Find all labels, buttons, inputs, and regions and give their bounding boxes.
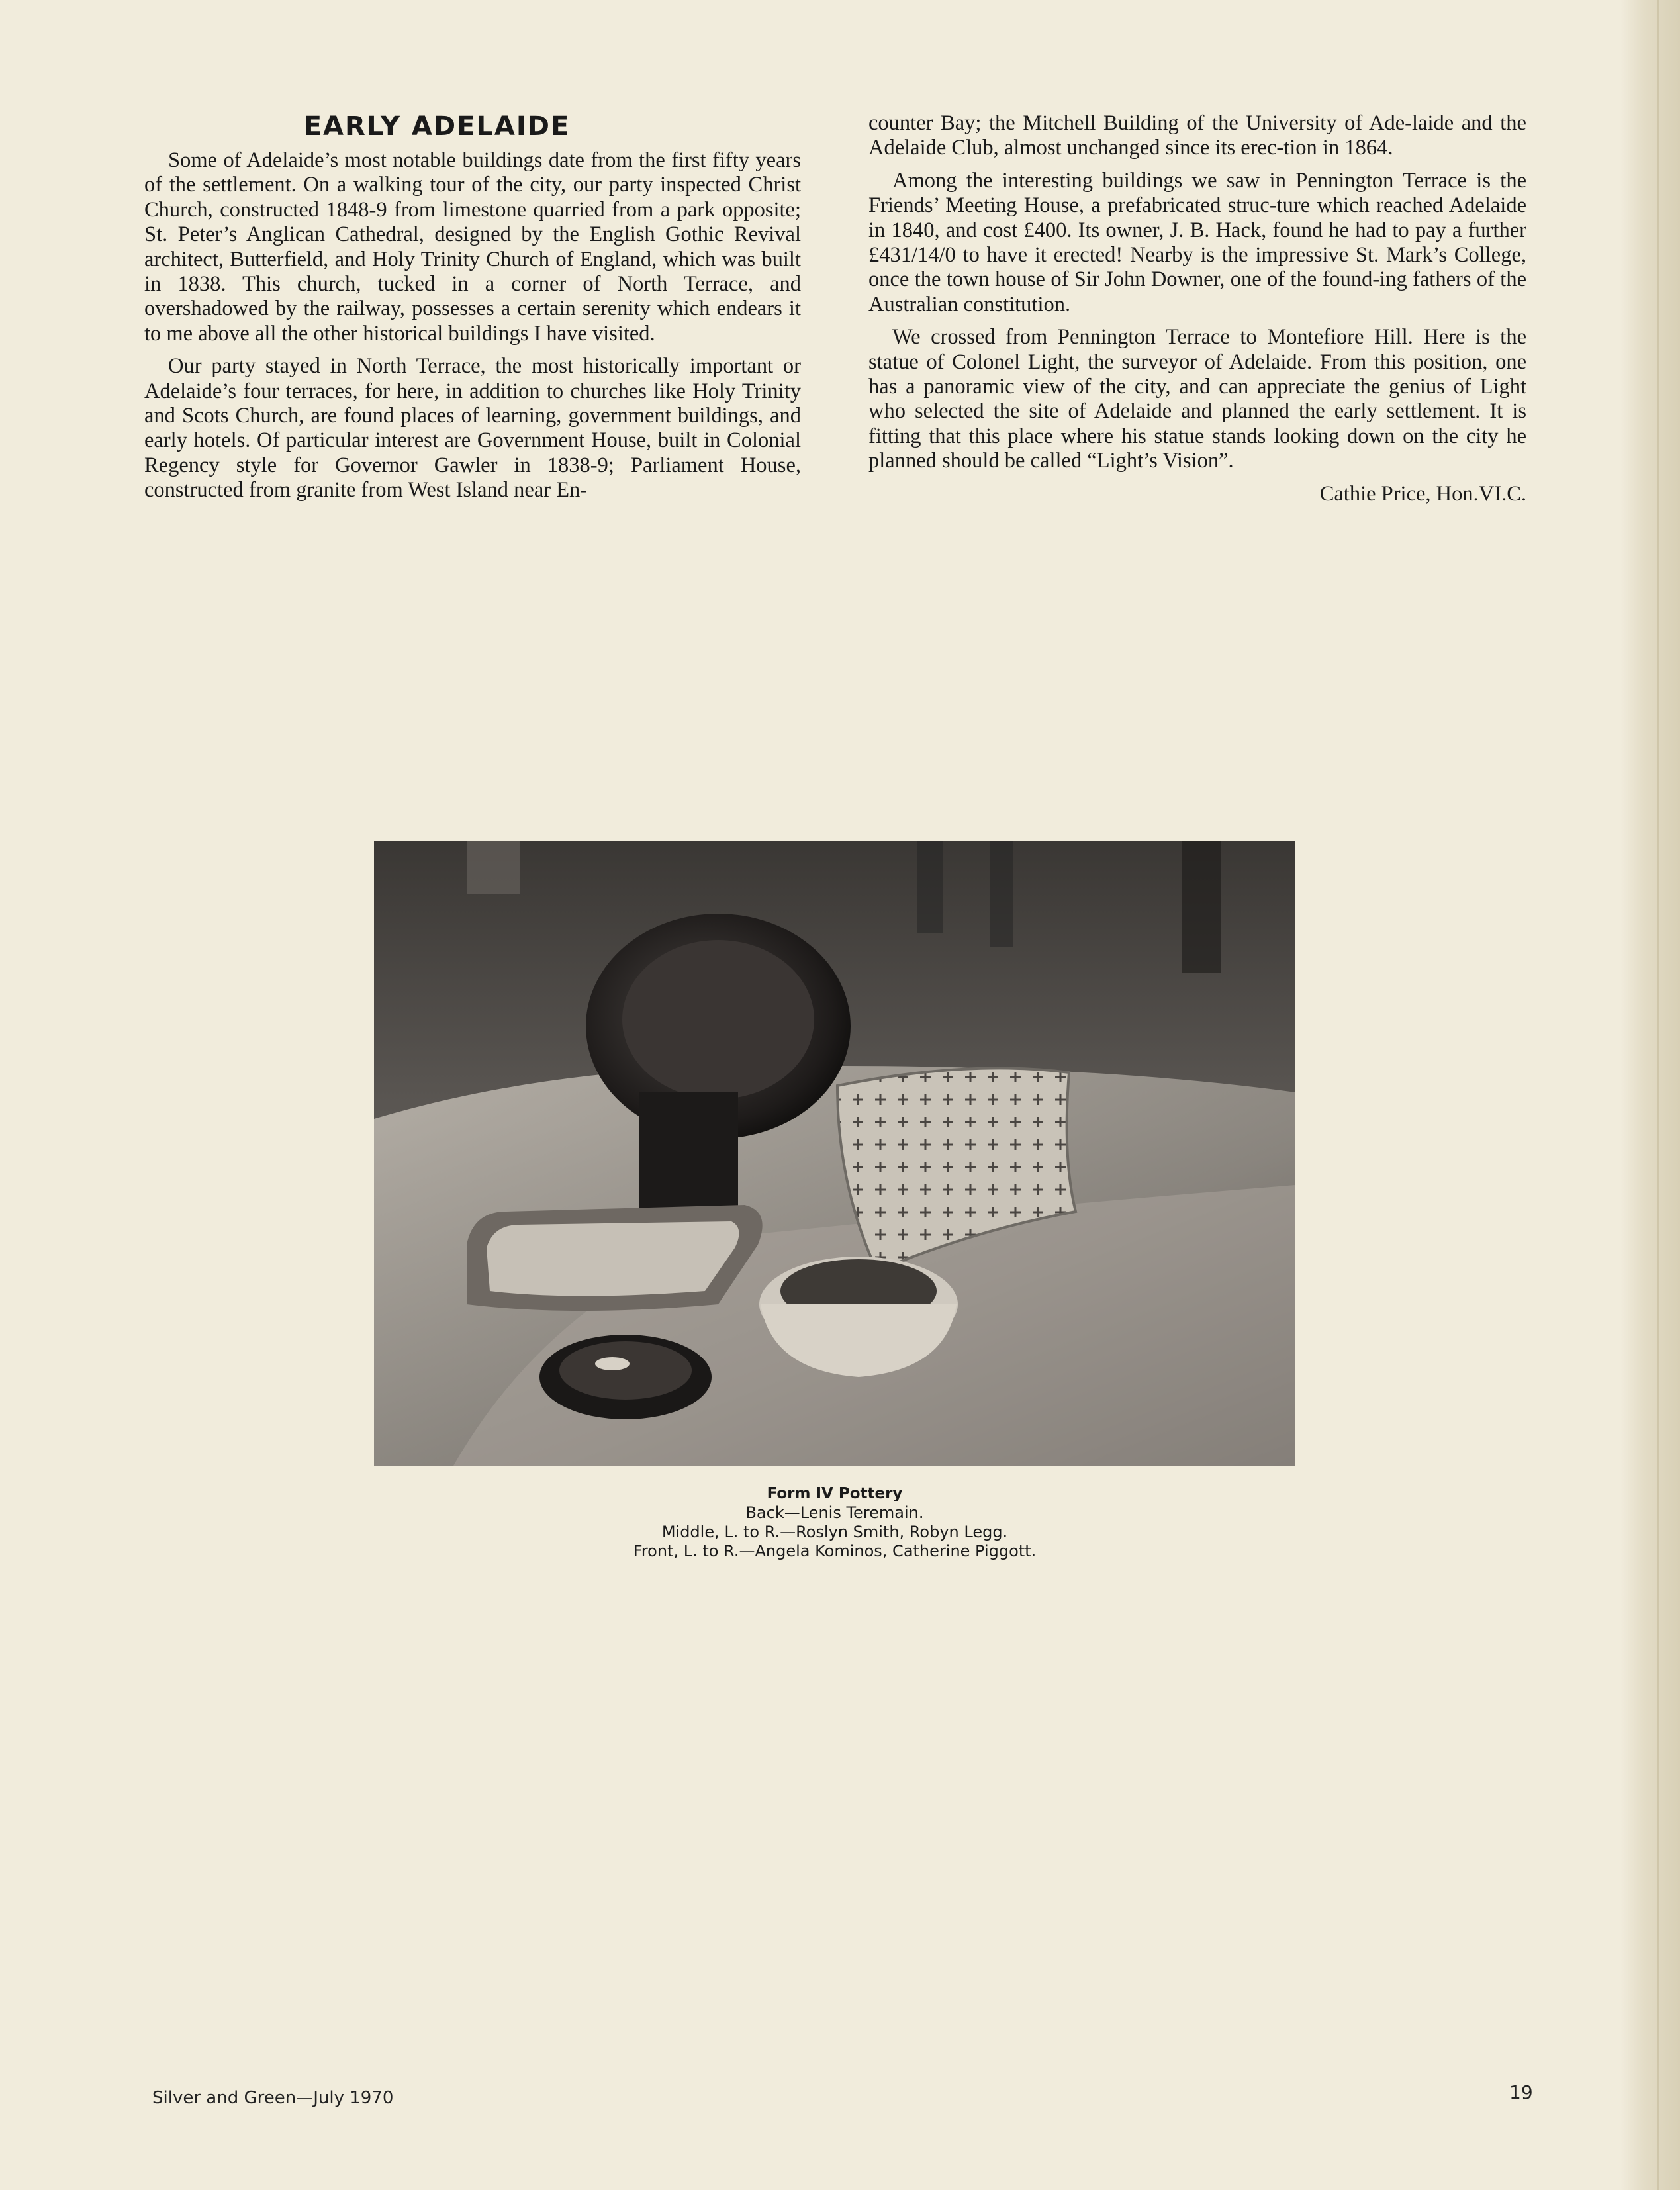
caption-line: Back—Lenis Teremain. [745, 1503, 924, 1522]
paragraph: Among the interesting buildings we saw in Pennington Terrace is the Friends’ Meeting House, a prefabricated struc-ture which reached Adelaide in 1840, and cost £400. Its owner, J. B. Hack, found he had to pay a further £431/14/0 to have it erected! Nearby is the impressive St. Mark’s College, once the town house of Sir John Downer, one of the found-ing fathers of the Australian constitution. [868, 168, 1526, 316]
publication-footer: Silver and Green—July 1970 [152, 2088, 394, 2108]
paragraph: counter Bay; the Mitchell Building of the University of Ade-laide and the Adelaide Club, almost unchanged since its erec-tion in 1864. [868, 111, 1526, 160]
article-title: EARLY ADELAIDE [303, 111, 571, 142]
article-left-column [144, 148, 801, 511]
paragraph: Our party stayed in North Terrace, the most historically important or Adelaide’s four terraces, for here, in addition to churches like Holy Trinity and Scots Church, are found places of learning, government buildings, and early hotels. Of particular interest are Government House, built in Colonial Regency style for Governor Gawler in 1838-9; Parliament House, constructed from granite from West Island near En- [144, 354, 801, 502]
pottery-photograph [374, 841, 1295, 1466]
paragraph: We crossed from Pennington Terrace to Montefiore Hill. Here is the statue of Colonel Light, the surveyor of Adelaide. From this position, one has a panoramic view of the city, and can appreciate the genius of Light who selected the site of Adelaide and planned the early settlement. It is fitting that this place where his statue stands looking down on the city he planned should be called “Light’s Vision”. [868, 325, 1526, 473]
caption-line: Front, L. to R.—Angela Kominos, Catherine Piggott. [633, 1542, 1037, 1560]
author-signature: Cathie Price, Hon.VI.C. [1319, 481, 1526, 506]
photo-caption [374, 1484, 1295, 1561]
page-binding-edge [1620, 0, 1680, 2190]
caption-line: Middle, L. to R.—Roslyn Smith, Robyn Legg. [661, 1523, 1008, 1541]
caption-title: Form IV Pottery [767, 1485, 903, 1502]
paragraph: Some of Adelaide’s most notable buildings date from the first fifty years of the settlement. On a walking tour of the city, our party inspected Christ Church, constructed 1848-9 from limestone quarried from a park opposite; St. Peter’s Anglican Cathedral, designed by the English Gothic Revival architect, Butterfield, and Holy Trinity Church of England, which was built in 1838. This church, tucked in a corner of North Terrace, and overshadowed by the railway, possesses a certain serenity which endears it to me above all the other historical buildings I have visited. [144, 148, 801, 346]
page-number: 19 [1509, 2081, 1533, 2103]
article-right-column [868, 111, 1526, 514]
